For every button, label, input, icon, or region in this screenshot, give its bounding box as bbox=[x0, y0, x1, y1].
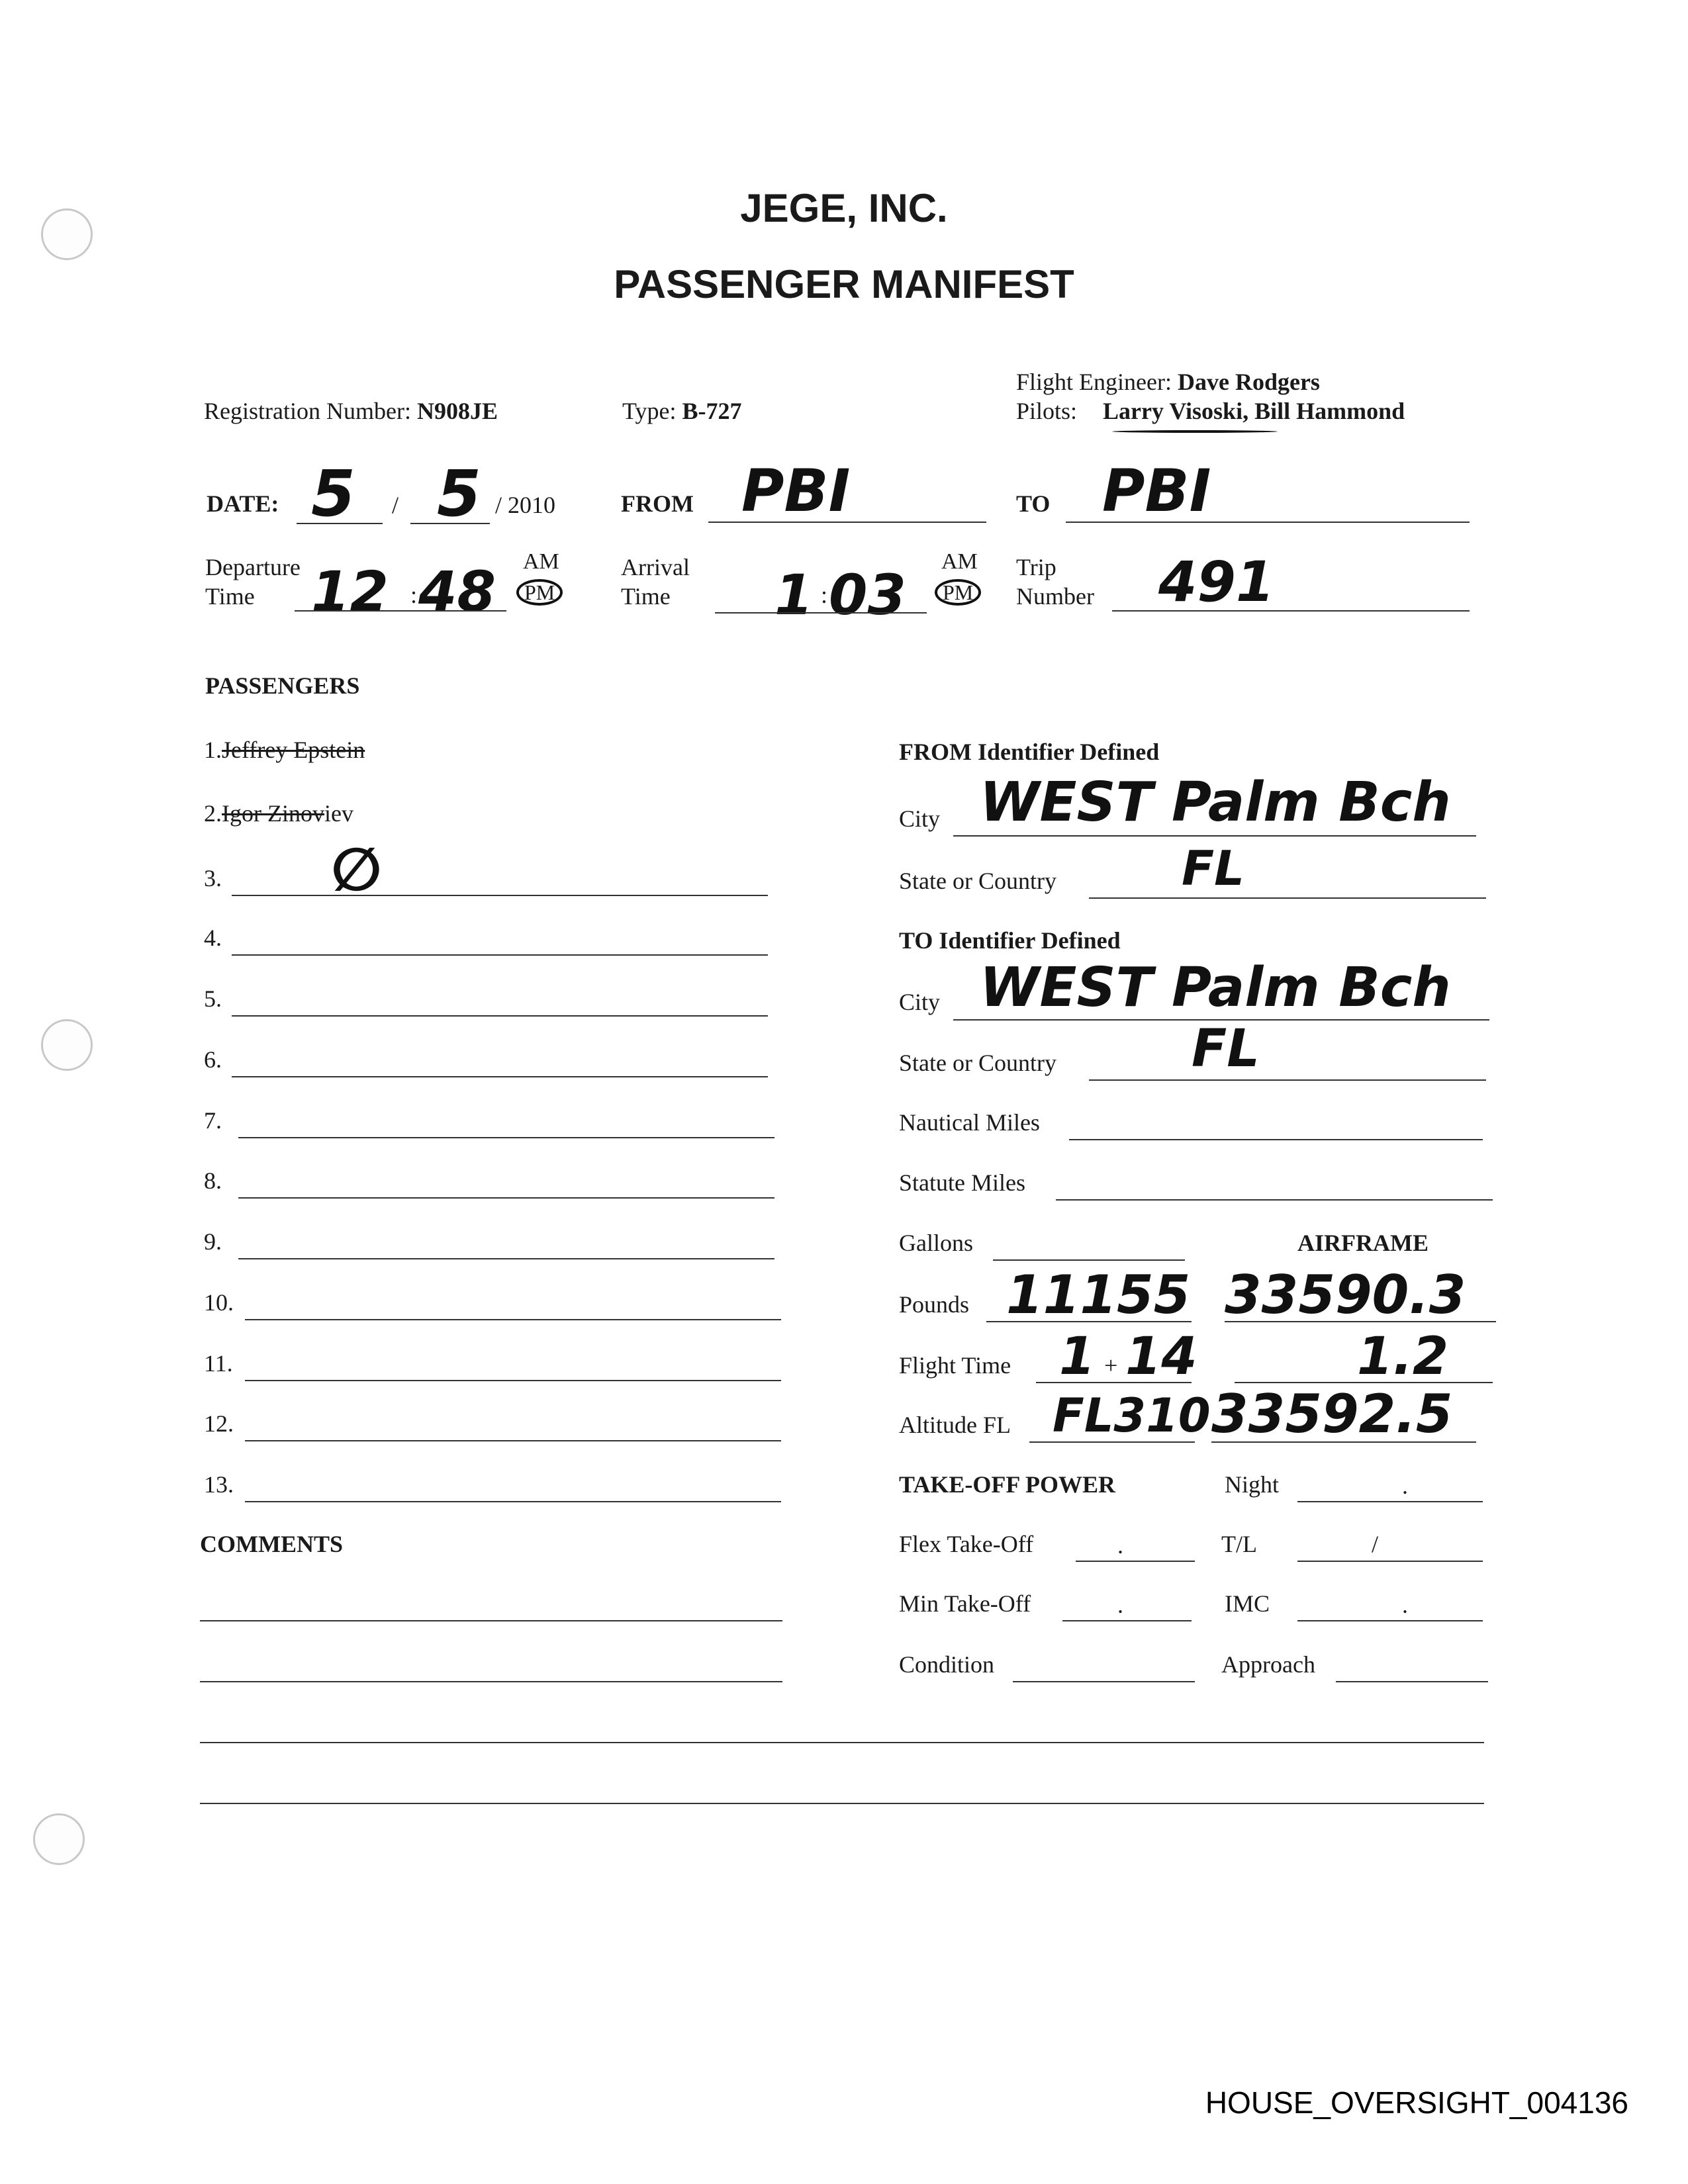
from-state-value: FL bbox=[1182, 841, 1245, 896]
flight-time-line bbox=[1036, 1382, 1192, 1383]
tl-label: T/L bbox=[1221, 1531, 1257, 1557]
tl-line bbox=[1297, 1561, 1483, 1562]
min-takeoff-label: Min Take-Off bbox=[899, 1590, 1031, 1617]
trip-value: 491 bbox=[1158, 549, 1275, 614]
bates-number: HOUSE_OVERSIGHT_004136 bbox=[1205, 2085, 1628, 2120]
airframe-value-1: 33590.3 bbox=[1225, 1264, 1466, 1326]
trip-line bbox=[1112, 610, 1470, 612]
date-separator: / bbox=[392, 492, 399, 518]
arrival-am: AM bbox=[941, 549, 978, 574]
from-city-label: City bbox=[899, 805, 941, 832]
from-city-value: WEST Palm Bch bbox=[980, 771, 1451, 834]
statute-miles-label: Statute Miles bbox=[899, 1169, 1025, 1196]
to-state-label: State or Country bbox=[899, 1050, 1056, 1076]
company-name: JEGE, INC. bbox=[740, 186, 948, 230]
passenger-12-line bbox=[245, 1440, 781, 1441]
flight-time-label: Flight Time bbox=[899, 1352, 1011, 1379]
type-value: B-727 bbox=[682, 398, 742, 424]
passenger-8-line bbox=[238, 1197, 774, 1199]
date-year: / 2010 bbox=[495, 492, 556, 518]
passenger-5-number: 5. bbox=[204, 985, 222, 1012]
passenger-7-number: 7. bbox=[204, 1107, 222, 1134]
pilots-value: Larry Visoski, Bill Hammond bbox=[1103, 398, 1405, 424]
passenger-9-number: 9. bbox=[204, 1228, 222, 1255]
night-dot: . bbox=[1402, 1473, 1408, 1499]
passenger-10-line bbox=[245, 1319, 781, 1320]
comments-line-3 bbox=[200, 1742, 1484, 1743]
airframe-value-2: 1.2 bbox=[1357, 1327, 1449, 1387]
from-state-line bbox=[1089, 897, 1486, 899]
airframe-line-1 bbox=[1225, 1321, 1496, 1322]
gallons-line bbox=[993, 1259, 1185, 1261]
night-label: Night bbox=[1225, 1471, 1280, 1498]
registration-label: Registration Number: bbox=[204, 398, 411, 424]
arrival-colon: : bbox=[821, 582, 828, 608]
passenger-3-line bbox=[232, 895, 768, 896]
date-month-line bbox=[297, 523, 383, 524]
arrival-minute: 03 bbox=[829, 563, 906, 627]
date-day-value: 5 bbox=[437, 457, 481, 531]
gallons-label: Gallons bbox=[899, 1230, 973, 1256]
engineer-value: Dave Rodgers bbox=[1177, 369, 1320, 395]
pounds-label: Pounds bbox=[899, 1291, 970, 1318]
to-city-label: City bbox=[899, 989, 941, 1015]
passenger-3-number: 3. bbox=[204, 865, 222, 891]
passenger-13-line bbox=[245, 1501, 781, 1502]
flight-time-plus: + bbox=[1104, 1352, 1118, 1379]
type-label: Type: bbox=[622, 398, 677, 424]
passenger-9-line bbox=[238, 1258, 774, 1259]
arrival-pm-circled: PM bbox=[935, 579, 981, 606]
passenger-4-number: 4. bbox=[204, 925, 222, 951]
flex-takeoff-dot: . bbox=[1117, 1532, 1123, 1559]
min-takeoff-dot: . bbox=[1117, 1592, 1123, 1618]
passenger-1: 1.Jeffrey Epstein bbox=[204, 737, 365, 763]
night-line bbox=[1297, 1501, 1483, 1502]
to-identifier-heading: TO Identifier Defined bbox=[899, 927, 1121, 954]
to-state-value: FL bbox=[1192, 1019, 1260, 1079]
arrival-hour: 1 bbox=[774, 563, 814, 627]
approach-line bbox=[1336, 1681, 1488, 1682]
flight-time-minutes: 14 bbox=[1125, 1327, 1197, 1387]
passenger-7-line bbox=[238, 1137, 774, 1138]
pilot-underline-mark bbox=[1112, 430, 1278, 433]
to-city-value: WEST Palm Bch bbox=[980, 956, 1451, 1019]
date-label: DATE: bbox=[207, 490, 279, 517]
arrival-label: Arrival Time bbox=[621, 554, 690, 610]
altitude-value: FL310 bbox=[1053, 1388, 1211, 1443]
imc-line bbox=[1297, 1620, 1483, 1621]
comments-line-1 bbox=[200, 1620, 782, 1621]
from-identifier-heading: FROM Identifier Defined bbox=[899, 739, 1160, 765]
registration-value: N908JE bbox=[416, 398, 498, 424]
passenger-12-number: 12. bbox=[204, 1410, 234, 1437]
registration-row bbox=[204, 397, 498, 425]
departure-am: AM bbox=[523, 549, 559, 574]
altitude-line bbox=[1029, 1441, 1195, 1443]
passenger-2-name-struck: Igor Zinov bbox=[222, 800, 324, 827]
form-title: PASSENGER MANIFEST bbox=[614, 262, 1074, 306]
pilots-label: Pilots: bbox=[1016, 398, 1078, 424]
passenger-4-line bbox=[232, 954, 768, 956]
approach-label: Approach bbox=[1221, 1651, 1315, 1678]
type-row bbox=[622, 397, 741, 425]
to-line bbox=[1066, 522, 1470, 523]
airframe-line-3 bbox=[1211, 1441, 1476, 1443]
engineer-row bbox=[1016, 368, 1320, 396]
flight-time-hours: 1 bbox=[1059, 1327, 1096, 1387]
binder-hole-bottom bbox=[33, 1813, 85, 1865]
airframe-heading: AIRFRAME bbox=[1297, 1230, 1429, 1256]
passengers-heading: PASSENGERS bbox=[205, 672, 360, 699]
to-value: PBI bbox=[1102, 457, 1211, 525]
departure-label: Departure Time bbox=[205, 554, 301, 610]
to-label: TO bbox=[1016, 490, 1051, 517]
nautical-miles-line bbox=[1069, 1139, 1483, 1140]
passenger-10-number: 10. bbox=[204, 1289, 234, 1316]
from-state-label: State or Country bbox=[899, 868, 1056, 894]
passenger-6-number: 6. bbox=[204, 1046, 222, 1073]
trip-label: Trip Number bbox=[1016, 554, 1094, 610]
nautical-miles-label: Nautical Miles bbox=[899, 1109, 1040, 1136]
departure-colon: : bbox=[410, 582, 418, 608]
altitude-label: Altitude FL bbox=[899, 1412, 1011, 1438]
engineer-label: Flight Engineer: bbox=[1016, 369, 1172, 395]
takeoff-power-heading: TAKE-OFF POWER bbox=[899, 1471, 1115, 1498]
condition-label: Condition bbox=[899, 1651, 995, 1678]
pounds-line bbox=[986, 1321, 1192, 1322]
imc-dot: . bbox=[1402, 1592, 1408, 1618]
comments-heading: COMMENTS bbox=[200, 1531, 343, 1557]
date-month-value: 5 bbox=[311, 457, 355, 531]
date-day-line bbox=[410, 523, 490, 524]
tl-slash: / bbox=[1372, 1531, 1379, 1557]
passenger-5-line bbox=[232, 1015, 768, 1017]
pilots-row bbox=[1016, 397, 1405, 425]
passenger-3-null-mark: ∅ bbox=[331, 835, 383, 905]
passenger-2-name-rest: iev bbox=[324, 800, 353, 827]
comments-line-2 bbox=[200, 1681, 782, 1682]
passenger-2: 2.Igor Zinoviev bbox=[204, 800, 353, 827]
from-value: PBI bbox=[741, 457, 851, 525]
passenger-11-number: 11. bbox=[204, 1350, 233, 1377]
departure-minute: 48 bbox=[418, 559, 496, 624]
passenger-11-line bbox=[245, 1380, 781, 1381]
comments-line-4 bbox=[200, 1803, 1484, 1804]
airframe-value-3: 33592.5 bbox=[1211, 1383, 1453, 1445]
binder-hole-middle bbox=[41, 1019, 93, 1071]
statute-miles-line bbox=[1056, 1199, 1493, 1201]
departure-hour: 12 bbox=[311, 559, 389, 624]
passenger-1-name: Jeffrey Epstein bbox=[222, 737, 365, 763]
min-takeoff-line bbox=[1062, 1620, 1192, 1621]
from-city-line bbox=[953, 835, 1476, 837]
from-line bbox=[708, 522, 986, 523]
passenger-6-line bbox=[232, 1076, 768, 1077]
from-label: FROM bbox=[621, 490, 694, 517]
passenger-8-number: 8. bbox=[204, 1167, 222, 1194]
condition-line bbox=[1013, 1681, 1195, 1682]
pounds-value: 11155 bbox=[1006, 1264, 1191, 1326]
flex-takeoff-label: Flex Take-Off bbox=[899, 1531, 1034, 1557]
passenger-13-number: 13. bbox=[204, 1471, 234, 1498]
to-state-line bbox=[1089, 1079, 1486, 1081]
departure-line bbox=[295, 610, 506, 612]
imc-label: IMC bbox=[1225, 1590, 1270, 1617]
flex-takeoff-line bbox=[1076, 1561, 1195, 1562]
departure-pm-circled: PM bbox=[516, 579, 563, 606]
arrival-line bbox=[715, 612, 927, 614]
